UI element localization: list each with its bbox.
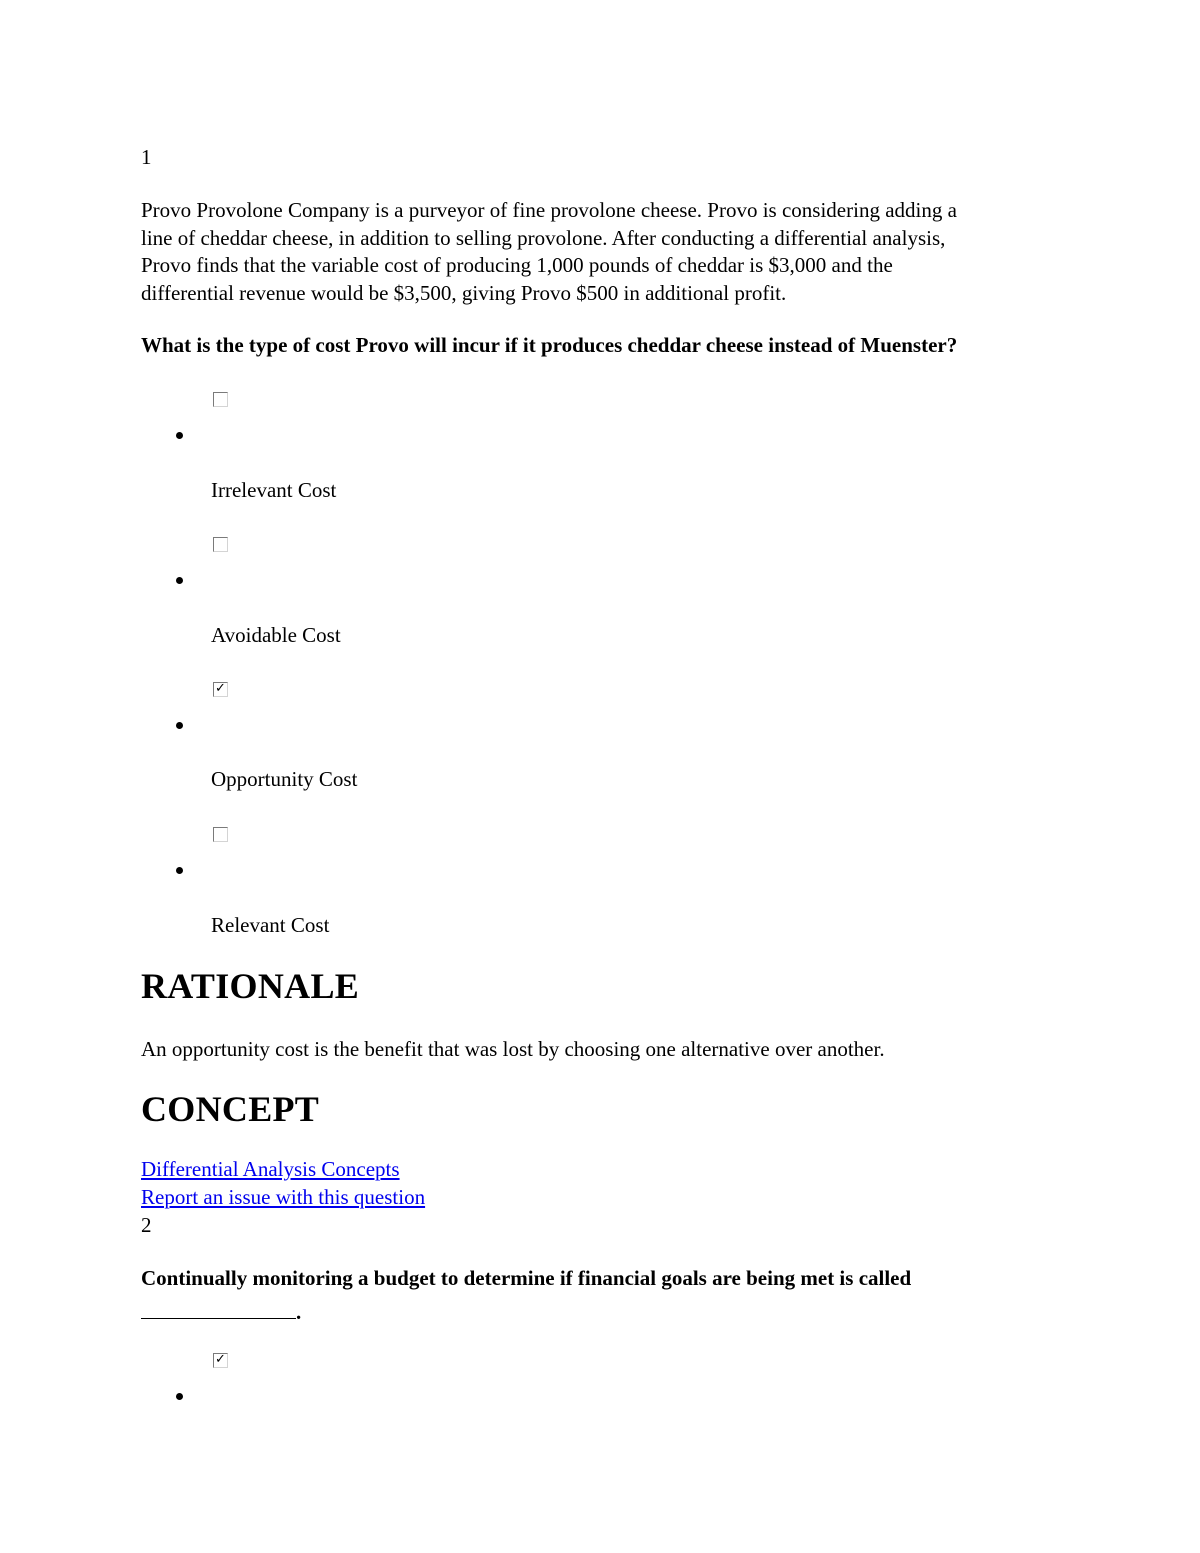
paragraph-line: Provo Provolone Company is a purveyor of fine provolone cheese. Provo is considering adding a [141, 198, 957, 222]
option-label-opportunity-cost: Opportunity Cost [211, 767, 358, 791]
option-checkbox-irrelevant-cost[interactable] [213, 392, 228, 407]
option-label-avoidable-cost: Avoidable Cost [211, 623, 341, 647]
concept-heading: CONCEPT [141, 1089, 320, 1129]
concept-link[interactable]: Differential Analysis Concepts [141, 1157, 400, 1181]
question-period: . [296, 1300, 302, 1324]
answer-blank-line [141, 1318, 296, 1319]
option-checkbox-avoidable-cost[interactable] [213, 537, 228, 552]
paragraph-line: differential revenue would be $3,500, giving Provo $500 in additional profit. [141, 280, 787, 305]
option-label-relevant-cost: Relevant Cost [211, 913, 330, 937]
paragraph-line: Provo finds that the variable cost of producing 1,000 pounds of cheddar is $3,000 and the [141, 253, 893, 277]
check-mark-icon: ✓ [215, 1352, 226, 1367]
question-paragraph [141, 197, 957, 307]
option-checkbox-opportunity-cost[interactable] [213, 682, 228, 697]
bullet-icon [176, 1393, 183, 1400]
report-issue-link[interactable]: Report an issue with this question [141, 1185, 426, 1209]
option-checkbox-relevant-cost[interactable] [213, 827, 228, 842]
question-number: 2 [141, 1213, 152, 1237]
bullet-icon [176, 867, 183, 874]
bullet-icon [176, 432, 183, 439]
bullet-icon [176, 577, 183, 584]
question-prompt: Continually monitoring a budget to determine if financial goals are being met is called [141, 1266, 912, 1290]
rationale-heading: RATIONALE [141, 966, 360, 1006]
rationale-text: An opportunity cost is the benefit that was lost by choosing one alternative over another. [141, 1037, 885, 1061]
check-mark-icon: ✓ [215, 681, 226, 696]
option-checkbox[interactable] [213, 1353, 228, 1368]
bullet-icon [176, 722, 183, 729]
paragraph-line: line of cheddar cheese, in addition to selling provolone. After conducting a differential analysis, [141, 225, 946, 250]
question-number: 1 [141, 145, 152, 169]
question-prompt: What is the type of cost Provo will incur if it produces cheddar cheese instead of Muenster? [141, 333, 958, 357]
option-label-irrelevant-cost: Irrelevant Cost [211, 478, 337, 502]
